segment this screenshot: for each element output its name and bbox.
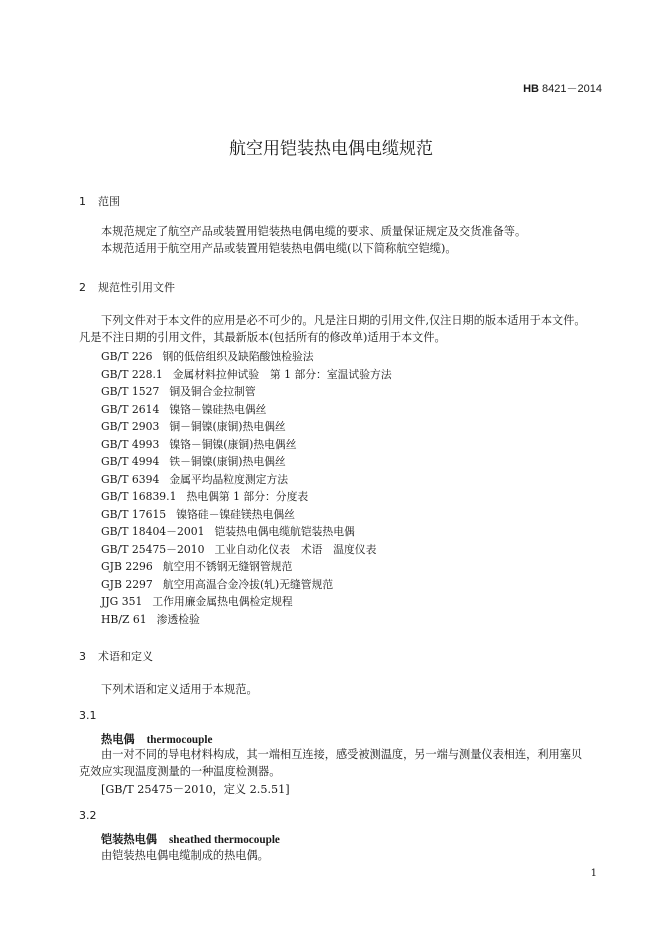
term-3-1-source: [GB/T 25475－2010，定义 2.5.51] <box>101 783 290 796</box>
reference-item: GB/T 228.1 金属材料拉伸试验 第 1 部分：室温试验方法 <box>101 367 392 381</box>
reference-item: GB/T 4993 镍铬－铜镍(康铜)热电偶丝 <box>101 437 297 451</box>
section-2-intro-line-1: 下列文件对于本文件的应用是必不可少的。凡是注日期的引用文件,仅注日期的版本适用于本文件。 <box>101 314 586 327</box>
section-3-intro: 下列术语和定义适用于本规范。 <box>101 683 258 696</box>
reference-item: GB/T 4994 铁－铜镍(康铜)热电偶丝 <box>101 455 286 468</box>
reference-item: GB/T 16839.1 热电偶第 1 部分：分度表 <box>101 490 309 503</box>
reference-item: HB/Z 61 渗透检验 <box>101 612 200 626</box>
section-2-heading: 2 规范性引用文件 <box>79 281 175 294</box>
term-3-1-definition-line-1: 由一对不同的导电材料构成，其一端相互连接，感受被测温度，另一端与测量仪表相连，利用塞贝 <box>101 748 583 761</box>
reference-item: GJB 2297 航空用高温合金冷拔(轧)无缝管规范 <box>101 577 334 591</box>
reference-item: GB/T 6394 金属平均晶粒度测定方法 <box>101 472 289 486</box>
section-1-heading: 1 范围 <box>79 195 120 208</box>
section-2-intro-line-2: 凡是不注日期的引用文件，其最新版本(包括所有的修改单)适用于本文件。 <box>79 331 446 344</box>
document-title: 航空用铠装热电偶电缆规范 <box>229 139 433 159</box>
term-3-2-definition: 由铠装热电偶电缆制成的热电偶。 <box>101 849 269 862</box>
reference-item: GB/T 1527 铜及铜合金拉制管 <box>101 385 256 398</box>
term-3-1-number: 3.1 <box>79 709 97 722</box>
reference-item: JJG 351 工作用廉金属热电偶检定规程 <box>101 595 293 608</box>
section-1-paragraph-1: 本规范规定了航空产品或装置用铠装热电偶电缆的要求、质量保证规定及交货准备等。 <box>101 225 527 238</box>
section-3-heading: 3 术语和定义 <box>79 650 153 663</box>
term-3-2-number: 3.2 <box>79 809 97 822</box>
reference-item: GB/T 25475－2010 工业自动化仪表 术语 温度仪表 <box>101 542 377 556</box>
term-3-1-name: 热电偶 thermocouple <box>101 732 213 746</box>
reference-item: GB/T 2614 镍铬－镍硅热电偶丝 <box>101 402 267 416</box>
term-3-2-name: 铠装热电偶 sheathed thermocouple <box>101 832 280 846</box>
section-1-paragraph-2: 本规范适用于航空用产品或装置用铠装热电偶电缆(以下简称航空铠缆)。 <box>101 242 457 255</box>
reference-item: GB/T 17615 镍铬硅－镍硅镁热电偶丝 <box>101 507 295 521</box>
reference-item: GJB 2296 航空用不锈钢无缝钢管规范 <box>101 560 293 573</box>
reference-item: GB/T 18404－2001 铠装热电偶电缆航铠装热电偶 <box>101 525 355 538</box>
standard-code: HB 8421－2014 <box>523 83 602 95</box>
term-3-1-definition-line-2: 克效应实现温度测量的一种温度检测器。 <box>79 765 281 778</box>
reference-item: GB/T 2903 铜－铜镍(康铜)热电偶丝 <box>101 420 286 433</box>
page-number: 1 <box>590 868 597 879</box>
reference-item: GB/T 226 钢的低倍组织及缺陷酸蚀检验法 <box>101 350 314 363</box>
reference-list <box>101 348 392 628</box>
